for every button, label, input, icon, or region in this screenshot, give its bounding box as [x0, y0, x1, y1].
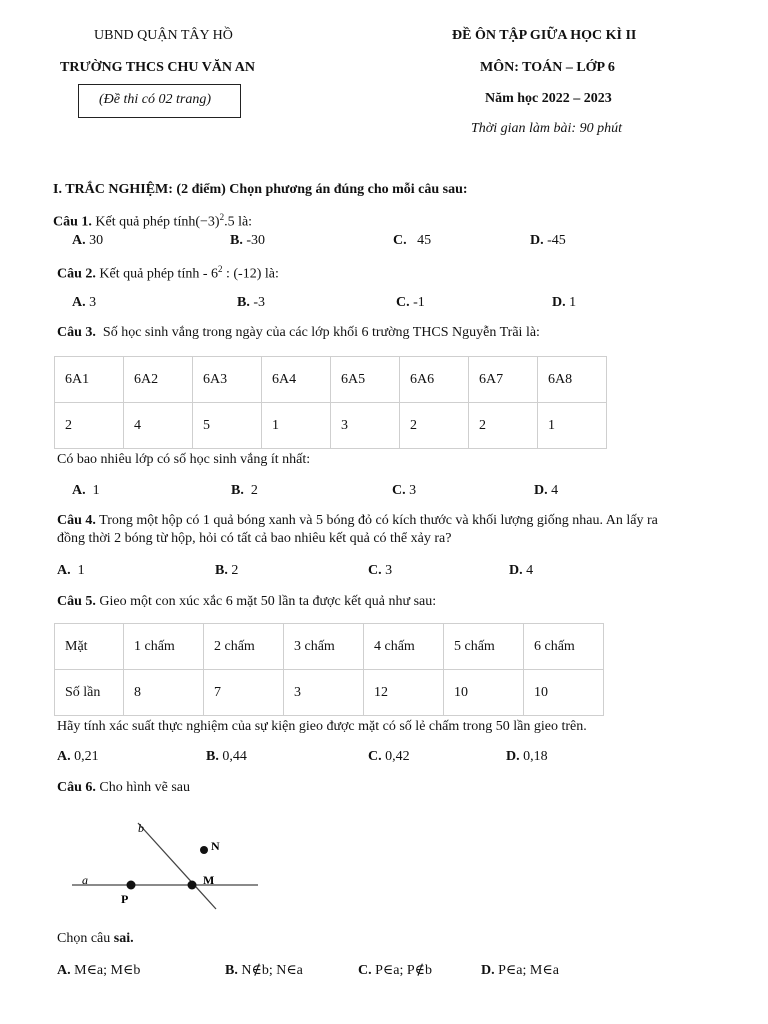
- table-cell: 6A2: [124, 357, 193, 403]
- table-cell: 3: [331, 403, 400, 449]
- question-label: Câu 4.: [57, 513, 96, 528]
- table-cell: Số lần: [55, 670, 124, 716]
- table-cell: 1 chấm: [124, 624, 204, 670]
- question-text: Gieo một con xúc xắc 6 mặt 50 lần ta được kết quả như sau:: [99, 594, 437, 609]
- q2-option-d[interactable]: D. 1: [552, 295, 577, 310]
- exam-title: ĐỀ ÔN TẬP GIỮA HỌC KÌ II: [452, 28, 637, 43]
- table-header-row: [55, 357, 607, 403]
- table-header-row: [55, 624, 604, 670]
- table-cell: 1: [262, 403, 331, 449]
- label-m: M: [203, 873, 215, 887]
- q5-question: Hãy tính xác suất thực nghiệm của sự kiện gieo được mặt có số lẻ chấm trong 50 lần gieo trên.: [57, 719, 587, 734]
- q3-option-b[interactable]: B. 2: [231, 483, 258, 498]
- question-text: Cho hình vẽ sau: [99, 780, 191, 795]
- question-label: Câu 5.: [57, 594, 96, 609]
- table-cell: 6A7: [469, 357, 538, 403]
- district-name: UBND QUẬN TÂY HỒ: [94, 28, 233, 43]
- table-cell: Mặt: [55, 624, 124, 670]
- label-p: P: [121, 892, 129, 906]
- school-year: Năm học 2022 – 2023: [485, 91, 612, 106]
- table-row: [55, 403, 607, 449]
- table-cell: 6A8: [538, 357, 607, 403]
- q6-option-c[interactable]: C. P∈a; P∉b: [358, 963, 433, 978]
- question-4-line2: đồng thời 2 bóng từ hộp, hỏi có tất cả bao nhiêu kết quả có thể xảy ra?: [57, 531, 452, 546]
- label-b: b: [138, 821, 144, 835]
- label-n: N: [211, 839, 220, 853]
- question-text-tail: : (-12) là:: [222, 266, 279, 282]
- table-cell: 1: [538, 403, 607, 449]
- table-cell: 6 chấm: [524, 624, 604, 670]
- question-text: Kết quả phép tính - 6: [99, 266, 218, 282]
- q4-option-c[interactable]: C. 3: [368, 563, 393, 578]
- pages-note: (Đề thi có 02 trang): [99, 92, 211, 107]
- question-4: [57, 513, 658, 529]
- question-2: [57, 264, 279, 283]
- table-cell: 4: [124, 403, 193, 449]
- table-cell: 2 chấm: [204, 624, 284, 670]
- table-cell: 6A6: [400, 357, 469, 403]
- question-label: Câu 1.: [53, 214, 92, 230]
- table-cell: 10: [524, 670, 604, 716]
- q4-option-a[interactable]: A. 1: [57, 563, 85, 578]
- point-m: [188, 881, 197, 890]
- pages-note-box: [78, 84, 241, 118]
- question-5: [57, 594, 436, 610]
- question-label: Câu 6.: [57, 780, 96, 795]
- table-cell: 2: [400, 403, 469, 449]
- table-cell: 6A3: [193, 357, 262, 403]
- question-text: Số học sinh vắng trong ngày của các lớp khối 6 trường THCS Nguyễn Trãi là:: [102, 325, 540, 340]
- dice-table: [54, 623, 604, 716]
- q6-option-b[interactable]: B. N∉b; N∈a: [225, 963, 303, 978]
- question-1: [53, 212, 252, 231]
- math-expression: (−3): [195, 214, 220, 230]
- point-p: [127, 881, 136, 890]
- q5-option-c[interactable]: C. 0,42: [368, 749, 410, 764]
- q4-option-b[interactable]: B. 2: [215, 563, 239, 578]
- label-a: a: [82, 873, 88, 887]
- absence-table: [54, 356, 607, 449]
- q3-option-d[interactable]: D. 4: [534, 483, 559, 498]
- q5-option-b[interactable]: B. 0,44: [206, 749, 247, 764]
- question-3: [57, 325, 540, 341]
- q4-option-d[interactable]: D. 4: [509, 563, 534, 578]
- q6-option-d[interactable]: D. P∈a; M∈a: [481, 963, 559, 978]
- line-b: [138, 823, 216, 909]
- table-cell: 7: [204, 670, 284, 716]
- question-text: Kết quả phép tính: [95, 214, 196, 230]
- q5-option-a[interactable]: A. 0,21: [57, 749, 99, 764]
- question-text: Trong một hộp có 1 quả bóng xanh và 5 bóng đỏ có kích thước và khối lượng giống nhau. An lấy ra: [99, 513, 658, 528]
- table-cell: 2: [55, 403, 124, 449]
- q3-option-c[interactable]: C. 3: [392, 483, 417, 498]
- q1-option-d[interactable]: D. -45: [530, 233, 566, 248]
- table-row: [55, 670, 604, 716]
- q3-option-a[interactable]: A. 1: [72, 483, 100, 498]
- table-cell: 12: [364, 670, 444, 716]
- q6-instruction: Chọn câu sai.: [57, 931, 134, 946]
- q3-question: Có bao nhiêu lớp có số học sinh vắng ít nhất:: [57, 452, 311, 467]
- school-name: TRƯỜNG THCS CHU VĂN AN: [60, 60, 255, 75]
- table-cell: 5: [193, 403, 262, 449]
- table-cell: 2: [469, 403, 538, 449]
- table-cell: 8: [124, 670, 204, 716]
- exam-duration: Thời gian làm bài: 90 phút: [471, 121, 622, 136]
- table-cell: 3 chấm: [284, 624, 364, 670]
- q1-option-b[interactable]: B. -30: [230, 233, 266, 248]
- table-cell: 6A4: [262, 357, 331, 403]
- question-label: Câu 2.: [57, 266, 96, 282]
- section-title: I. TRẮC NGHIỆM: (2 điểm) Chọn phương án đúng cho mỗi câu sau:: [53, 182, 468, 197]
- table-cell: 4 chấm: [364, 624, 444, 670]
- q6-option-a[interactable]: A. M∈a; M∈b: [57, 963, 141, 978]
- q2-option-a[interactable]: A. 3: [72, 295, 97, 310]
- q2-option-b[interactable]: B. -3: [237, 295, 266, 310]
- q1-option-c[interactable]: C. 45: [393, 233, 432, 248]
- table-cell: 6A1: [55, 357, 124, 403]
- q1-option-a[interactable]: A. 30: [72, 233, 104, 248]
- q5-option-d[interactable]: D. 0,18: [506, 749, 548, 764]
- table-cell: 3: [284, 670, 364, 716]
- table-cell: 10: [444, 670, 524, 716]
- question-text-tail: .5 là:: [224, 214, 253, 230]
- table-cell: 6A5: [331, 357, 400, 403]
- table-cell: 5 chấm: [444, 624, 524, 670]
- point-n: [200, 846, 208, 854]
- question-label: Câu 3.: [57, 325, 96, 340]
- question-6: [57, 780, 190, 796]
- exponent: 2: [219, 212, 225, 222]
- exponent: 2: [218, 264, 223, 274]
- q2-option-c[interactable]: C. -1: [396, 295, 425, 310]
- geometry-figure: [60, 810, 280, 915]
- exam-subject: MÔN: TOÁN – LỚP 6: [480, 60, 615, 75]
